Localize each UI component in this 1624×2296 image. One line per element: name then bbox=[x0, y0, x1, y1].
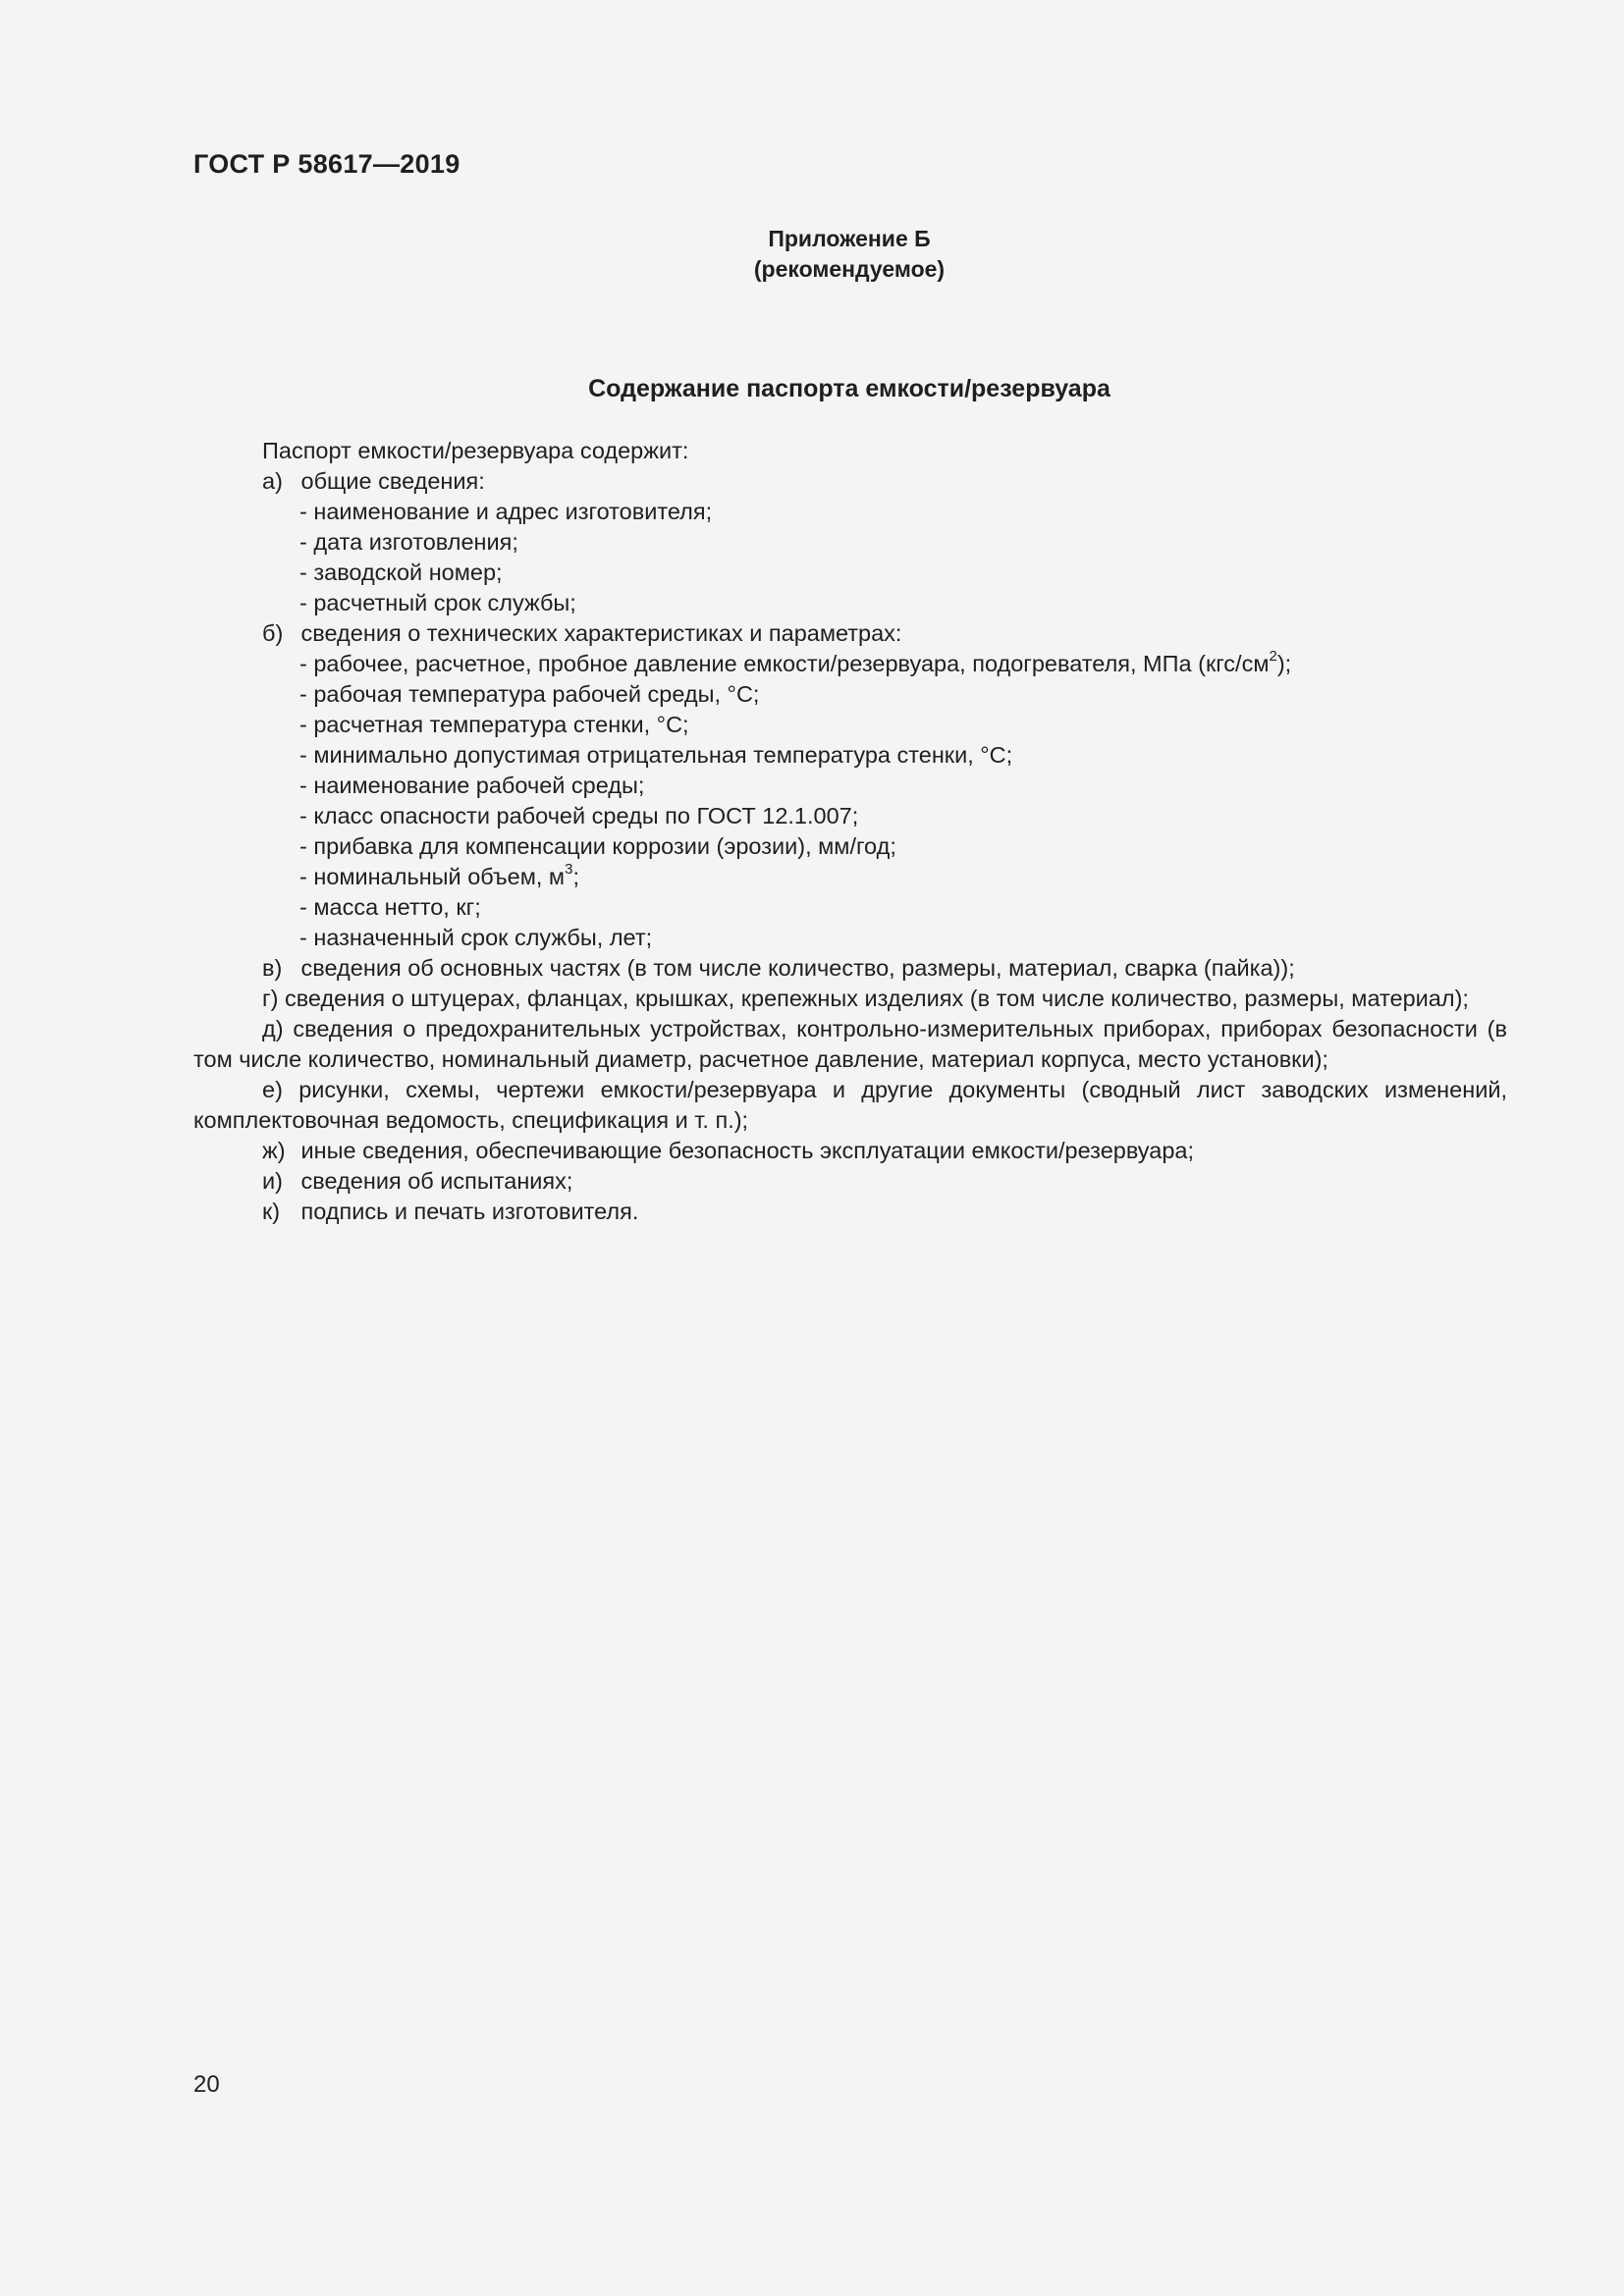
list-letter: и) bbox=[262, 1168, 283, 1194]
list-text: сведения о штуцерах, фланцах, крышках, крепежных изделиях (в том числе количество, размеры, материал); bbox=[284, 986, 1469, 1011]
list-text: иные сведения, обеспечивающие безопасность эксплуатации емкости/резервуара; bbox=[300, 1138, 1195, 1163]
sub-item-volume bbox=[193, 862, 1507, 892]
annex-title: Приложение Б bbox=[768, 226, 931, 251]
sub-item-text: - номинальный объем, м bbox=[299, 864, 566, 889]
section-title: Содержание паспорта емкости/резервуара bbox=[588, 375, 1110, 402]
list-item-k bbox=[193, 1197, 1507, 1227]
list-item-b bbox=[193, 618, 1507, 649]
page-number: 20 bbox=[193, 2071, 220, 2098]
sub-item: - назначенный срок службы, лет; bbox=[299, 925, 653, 950]
list-text: подпись и печать изготовителя. bbox=[300, 1199, 639, 1224]
list-letter: а) bbox=[262, 468, 283, 494]
list-letter: е) bbox=[262, 1077, 283, 1102]
list-item-i bbox=[193, 1166, 1507, 1197]
sub-item: - заводской номер; bbox=[299, 560, 503, 585]
list-item-e bbox=[193, 1075, 1507, 1136]
sub-item-text: - рабочее, расчетное, пробное давление емкости/резервуара, подогревателя, МПа (кгс/см bbox=[299, 651, 1270, 676]
list-text: сведения о технических характеристиках и параметрах: bbox=[300, 620, 902, 646]
list-text: рисунки, схемы, чертежи емкости/резервуара и другие документы (сводный лист заводских изменений, комплектовочная ведомость, спецификация и т. п.); bbox=[193, 1077, 1507, 1133]
list-text: сведения об основных частях (в том числе количество, размеры, материал, сварка (пайка)); bbox=[300, 955, 1295, 981]
intro-line: Паспорт емкости/резервуара содержит: bbox=[262, 438, 689, 463]
list-text: сведения о предохранительных устройствах, контрольно-измерительных приборах, приборах безопасности (в том числе количество, номинальный диаметр, расчетное давление, материал корпуса, место установки); bbox=[193, 1016, 1507, 1072]
list-item-d bbox=[193, 1014, 1507, 1075]
superscript: 3 bbox=[565, 861, 573, 879]
sub-item: - класс опасности рабочей среды по ГОСТ 12.1.007; bbox=[299, 803, 859, 828]
list-item-v bbox=[193, 953, 1507, 984]
list-text: сведения об испытаниях; bbox=[300, 1168, 573, 1194]
sub-item-text-end: ); bbox=[1276, 651, 1292, 676]
document-code: ГОСТ Р 58617—2019 bbox=[193, 149, 460, 179]
list-item-zh bbox=[193, 1136, 1507, 1166]
superscript: 2 bbox=[1269, 648, 1277, 666]
sub-item: - дата изготовления; bbox=[299, 529, 518, 555]
list-letter: в) bbox=[262, 955, 283, 981]
list-text: общие сведения: bbox=[300, 468, 485, 494]
list-letter: ж) bbox=[262, 1138, 286, 1163]
list-letter: к) bbox=[262, 1199, 281, 1224]
list-item-a bbox=[193, 466, 1507, 497]
sub-item: - масса нетто, кг; bbox=[299, 894, 481, 920]
list-letter: д) bbox=[262, 1016, 284, 1041]
sub-item: - прибавка для компенсации коррозии (эрозии), мм/год; bbox=[299, 833, 896, 859]
sub-item: - расчетная температура стенки, °С; bbox=[299, 712, 689, 737]
list-item-g bbox=[193, 984, 1507, 1014]
sub-item: - минимально допустимая отрицательная температура стенки, °С; bbox=[299, 742, 1013, 768]
sub-item: - наименование рабочей среды; bbox=[299, 773, 645, 798]
sub-item: - расчетный срок службы; bbox=[299, 590, 576, 615]
list-letter: г) bbox=[262, 986, 279, 1011]
sub-item: - наименование и адрес изготовителя; bbox=[299, 499, 713, 524]
sub-item: - рабочая температура рабочей среды, °С; bbox=[299, 681, 760, 707]
list-letter: б) bbox=[262, 620, 284, 646]
document-body bbox=[193, 436, 1507, 1227]
annex-type: (рекомендуемое) bbox=[753, 256, 946, 282]
sub-item-text-end: ; bbox=[572, 864, 579, 889]
sub-item-pressure bbox=[193, 649, 1507, 679]
